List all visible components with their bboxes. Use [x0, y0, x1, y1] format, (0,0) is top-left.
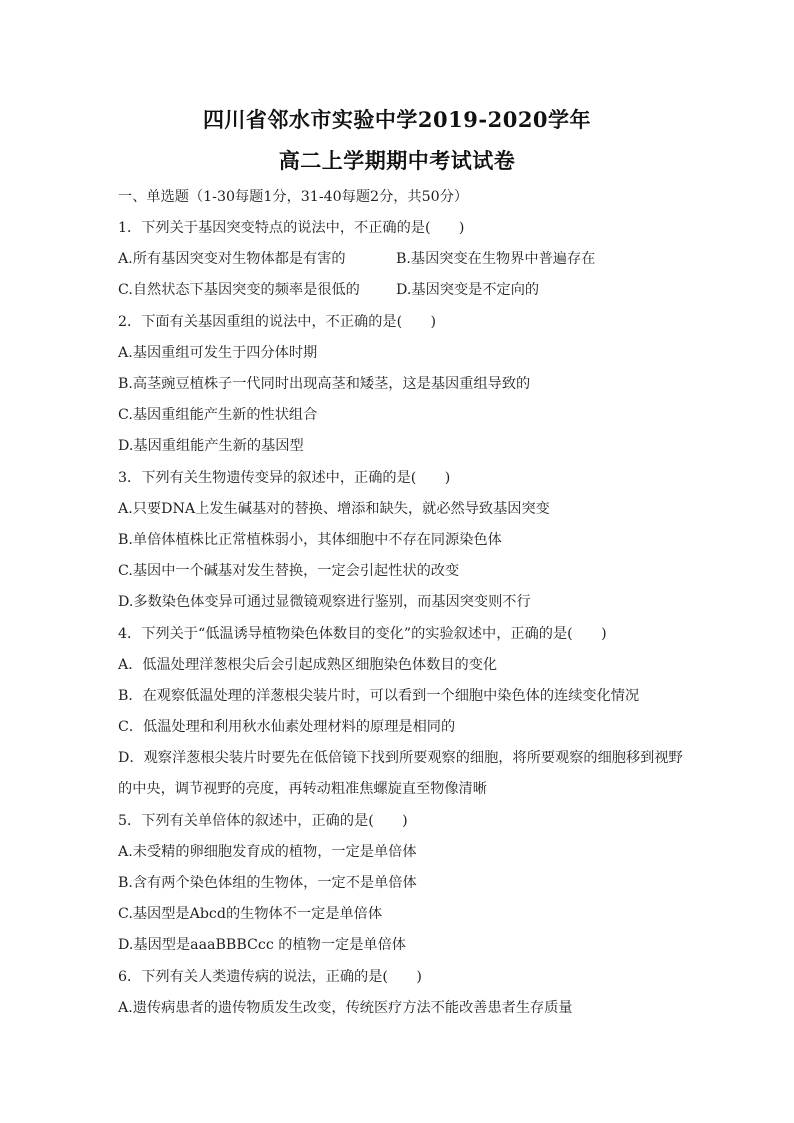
- question-5-stem: 5．下列有关单倍体的叙述中，正确的是( ): [118, 813, 408, 829]
- question-5-option-d: D.基因型是aaaBBBCcc 的植物一定是单倍体: [118, 937, 406, 953]
- question-4-stem: 4．下列关于“低温诱导植物染色体数目的变化”的实验叙述中，正确的是( ): [118, 626, 607, 642]
- question-2-option-b: B.高茎豌豆植株子一代同时出现高茎和矮茎，这是基因重组导致的: [118, 376, 531, 392]
- question-1-stem: 1．下列关于基因突变特点的说法中，不正确的是( ): [118, 220, 465, 236]
- question-3-option-a: A.只要DNA上发生碱基对的替换、增添和缺失，就必然导致基因突变: [118, 501, 550, 517]
- question-6-option-a: A.遗传病患者的遗传物质发生改变，传统医疗方法不能改善患者生存质量: [118, 1000, 573, 1016]
- document-subtitle: 高二上学期期中考试试卷: [278, 148, 516, 173]
- question-3-option-d: D.多数染色体变异可通过显微镜观察进行鉴别，而基因突变则不行: [118, 594, 531, 610]
- question-2-option-a: A.基因重组可发生于四分体时期: [118, 345, 318, 361]
- question-5-option-c: C.基因型是Abcd的生物体不一定是单倍体: [118, 906, 383, 922]
- section-heading: 一、单选题（1-30每题1分，31-40每题2分，共50分）: [118, 189, 469, 205]
- question-5-option-b: B.含有两个染色体组的生物体，一定不是单倍体: [118, 875, 417, 891]
- question-2-option-d: D.基因重组能产生新的基因型: [118, 438, 304, 454]
- question-3-stem: 3．下列有关生物遗传变异的叙述中，正确的是( ): [118, 470, 451, 486]
- question-4-option-c: C．低温处理和利用秋水仙素处理材料的原理是相同的: [118, 719, 456, 735]
- question-5-option-a: A.未受精的卵细胞发育成的植物，一定是单倍体: [118, 844, 417, 860]
- question-1-option-c: C.自然状态下基因突变的频率是很低的: [118, 282, 360, 298]
- question-4-option-b: B．在观察低温处理的洋葱根尖装片时，可以看到一个细胞中染色体的连续变化情况: [118, 688, 640, 704]
- question-6-stem: 6．下列有关人类遗传病的说法，正确的是( ): [118, 969, 422, 985]
- question-4-option-a: A．低温处理洋葱根尖后会引起成熟区细胞染色体数目的变化: [118, 657, 498, 673]
- document-title: 四川省邻水市实验中学2019-2020学年: [202, 107, 592, 132]
- question-3-option-c: C.基因中一个碱基对发生替换，一定会引起性状的改变: [118, 563, 460, 579]
- question-2-stem: 2．下面有关基因重组的说法中，不正确的是( ): [118, 314, 437, 330]
- question-1-option-b: B.基因突变在生物界中普遍存在: [396, 251, 596, 267]
- question-3-option-b: B.单倍体植株比正常植株弱小，其体细胞中不存在同源染色体: [118, 532, 502, 548]
- question-1-option-a: A.所有基因突变对生物体都是有害的: [118, 251, 346, 267]
- question-1-option-d: D.基因突变是不定向的: [396, 282, 540, 298]
- question-2-option-c: C.基因重组能产生新的性状组合: [118, 407, 318, 423]
- question-4-option-d-continued: 的中央，调节视野的亮度，再转动粗准焦螺旋直至物像清晰: [118, 781, 487, 797]
- question-4-option-d: D．观察洋葱根尖装片时要先在低倍镜下找到所要观察的细胞，将所要观察的细胞移到视野: [118, 750, 683, 766]
